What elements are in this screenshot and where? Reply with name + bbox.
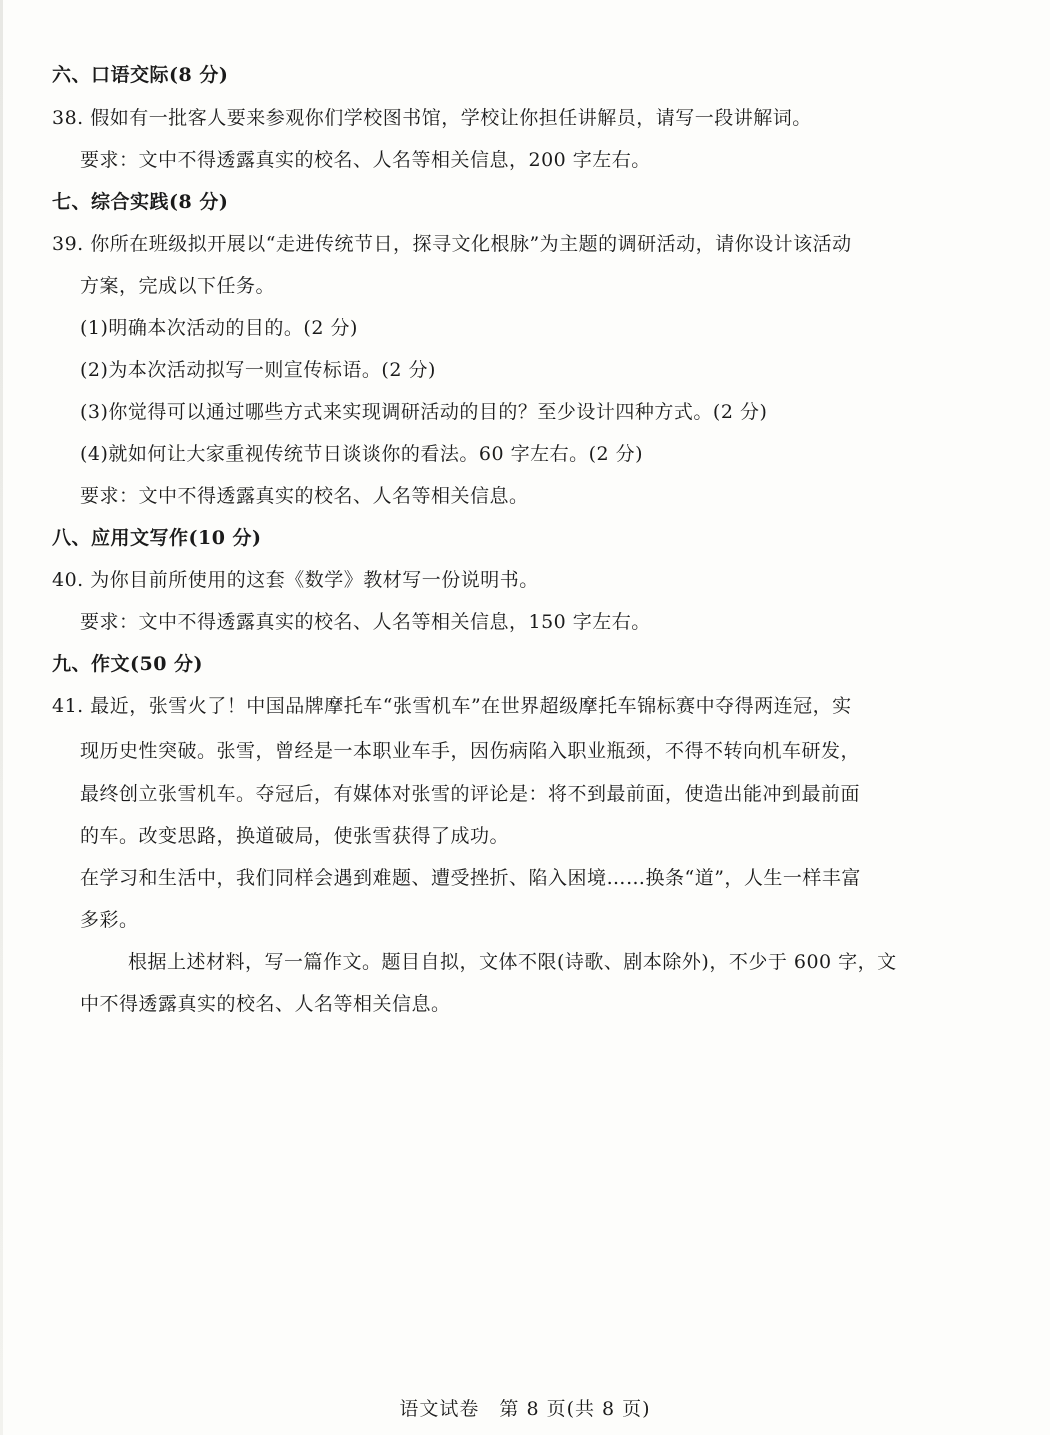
section-6-heading: 六、口语交际(8 分) — [52, 64, 229, 86]
question-39-requirement: 要求：文中不得透露真实的校名、人名等相关信息。 — [80, 485, 529, 507]
question-38-requirement: 要求：文中不得透露真实的校名、人名等相关信息，200 字左右。 — [80, 149, 651, 171]
page-footer: 语文试卷 第 8 页(共 8 页) — [399, 1398, 651, 1420]
section-9-heading: 九、作文(50 分) — [52, 653, 204, 675]
scan-edge — [0, 0, 3, 1435]
question-39-line-1: 39. 你所在班级拟开展以“走进传统节日，探寻文化根脉”为主题的调研活动，请你设计该活动 — [52, 233, 852, 255]
question-39-task-2: (2)为本次活动拟写一则宣传标语。(2 分) — [80, 359, 436, 381]
question-41-line-4: 的车。改变思路，换道破局，使张雪获得了成功。 — [80, 825, 510, 847]
question-41-requirement-line-2: 中不得透露真实的校名、人名等相关信息。 — [80, 993, 451, 1015]
question-41-line-1: 41. 最近，张雪火了！中国品牌摩托车“张雪机车”在世界超级摩托车锦标赛中夺得两连冠，实 — [52, 695, 852, 717]
question-41-line-2: 现历史性突破。张雪，曾经是一本职业车手，因伤病陷入职业瓶颈，不得不转向机车研发， — [80, 740, 861, 762]
section-8-heading: 八、应用文写作(10 分) — [52, 527, 262, 549]
question-40: 40. 为你目前所使用的这套《数学》教材写一份说明书。 — [52, 569, 539, 591]
question-41-requirement-line-1: 根据上述材料，写一篇作文。题目自拟，文体不限(诗歌、剧本除外)，不少于 600 字，文 — [128, 951, 897, 973]
question-41-line-5: 在学习和生活中，我们同样会遇到难题、遭受挫折、陷入困境……换条“道”，人生一样丰富 — [80, 867, 861, 889]
question-38: 38. 假如有一批客人要来参观你们学校图书馆，学校让你担任讲解员，请写一段讲解词。 — [52, 107, 812, 129]
question-39-line-2: 方案，完成以下任务。 — [80, 275, 276, 297]
question-39-task-3: (3)你觉得可以通过哪些方式来实现调研活动的目的？至少设计四种方式。(2 分) — [80, 401, 768, 423]
section-7-heading: 七、综合实践(8 分) — [52, 191, 229, 213]
question-39-task-4: (4)就如何让大家重视传统节日谈谈你的看法。60 字左右。(2 分) — [80, 443, 644, 465]
question-39-task-1: (1)明确本次活动的目的。(2 分) — [80, 317, 358, 339]
question-41-line-6: 多彩。 — [80, 909, 139, 931]
question-40-requirement: 要求：文中不得透露真实的校名、人名等相关信息，150 字左右。 — [80, 611, 651, 633]
question-41-line-3: 最终创立张雪机车。夺冠后，有媒体对张雪的评论是：将不到最前面，使造出能冲到最前面 — [80, 783, 861, 805]
